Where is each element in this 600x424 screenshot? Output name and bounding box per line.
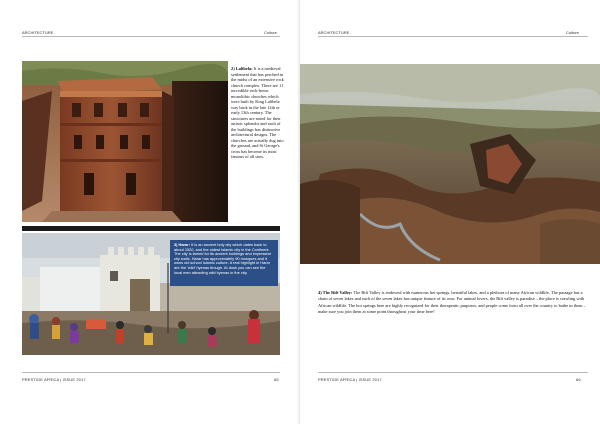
right-page (300, 0, 600, 424)
header-rule (318, 36, 588, 37)
page-number: 66 (576, 377, 581, 382)
rift-valley-photo (300, 64, 600, 264)
header-rule (22, 36, 280, 37)
footer-publication: PRESTIGE AFRICA | ISSUE 2017 (318, 377, 382, 382)
page-number: 65 (274, 377, 279, 382)
lalibela-text (231, 66, 285, 160)
photo-divider-bar (22, 226, 280, 231)
harar-caption-box (170, 240, 278, 286)
lalibela-title: 2) Lalibela: (231, 66, 253, 71)
running-head-category: Culture (264, 30, 277, 35)
lalibela-body: It is a medieval settlement that has perched in the midst of an extensive rock church complex. There are 11 incredible rock-hewn monolithic churches which were built by King Lalibela way back in the late 12th or early 13th century. The structures are noted for their artistic splendor and each of the buildings has distinctive architectural designs. The churches are actually dug into the ground, and St George's cross has become its most famous of all sites. (231, 66, 284, 159)
harar-title: 3) Harar: (174, 242, 191, 247)
footer-rule (22, 372, 280, 373)
running-head-section: ARCHITECTURE (318, 30, 350, 35)
harar-body: It is an ancient holy city which dates back to about 1520, and the oldest Islamic city in the Continent. The city is famed for its ancient buildings and impressive city walls. Harar has approximately 90 mosques and it owns old school Islamic culture. A real highlight in Harar are the 'wild' hyenas though. At dusk you can see the local men attracting wild hyenas in the city. (174, 242, 272, 275)
rift-valley-title: 4) The Rift Valley: (318, 290, 353, 295)
lalibela-church-photo (22, 61, 228, 222)
running-head-section: ARCHITECTURE (22, 30, 54, 35)
rift-valley-body: The Rift Valley is endowed with numerous hot springs, beautiful lakes, and a plethora of many African wildlife. The passage has a chain of seven lakes and each of the seven lakes has unique feature of its own. For animal lovers, the Rift valley is paradise – the place is crawling with African wildlife. The hot springs here are highly recognized for their therapeutic purposes, and people come from all over the country to bathe in them – make sure you join them at some point throughout your time here! (318, 290, 586, 315)
rift-valley-text (318, 290, 588, 316)
running-head-category: Culture (566, 30, 579, 35)
footer-publication: PRESTIGE AFRICA | ISSUE 2017 (22, 377, 86, 382)
footer-rule (318, 372, 588, 373)
